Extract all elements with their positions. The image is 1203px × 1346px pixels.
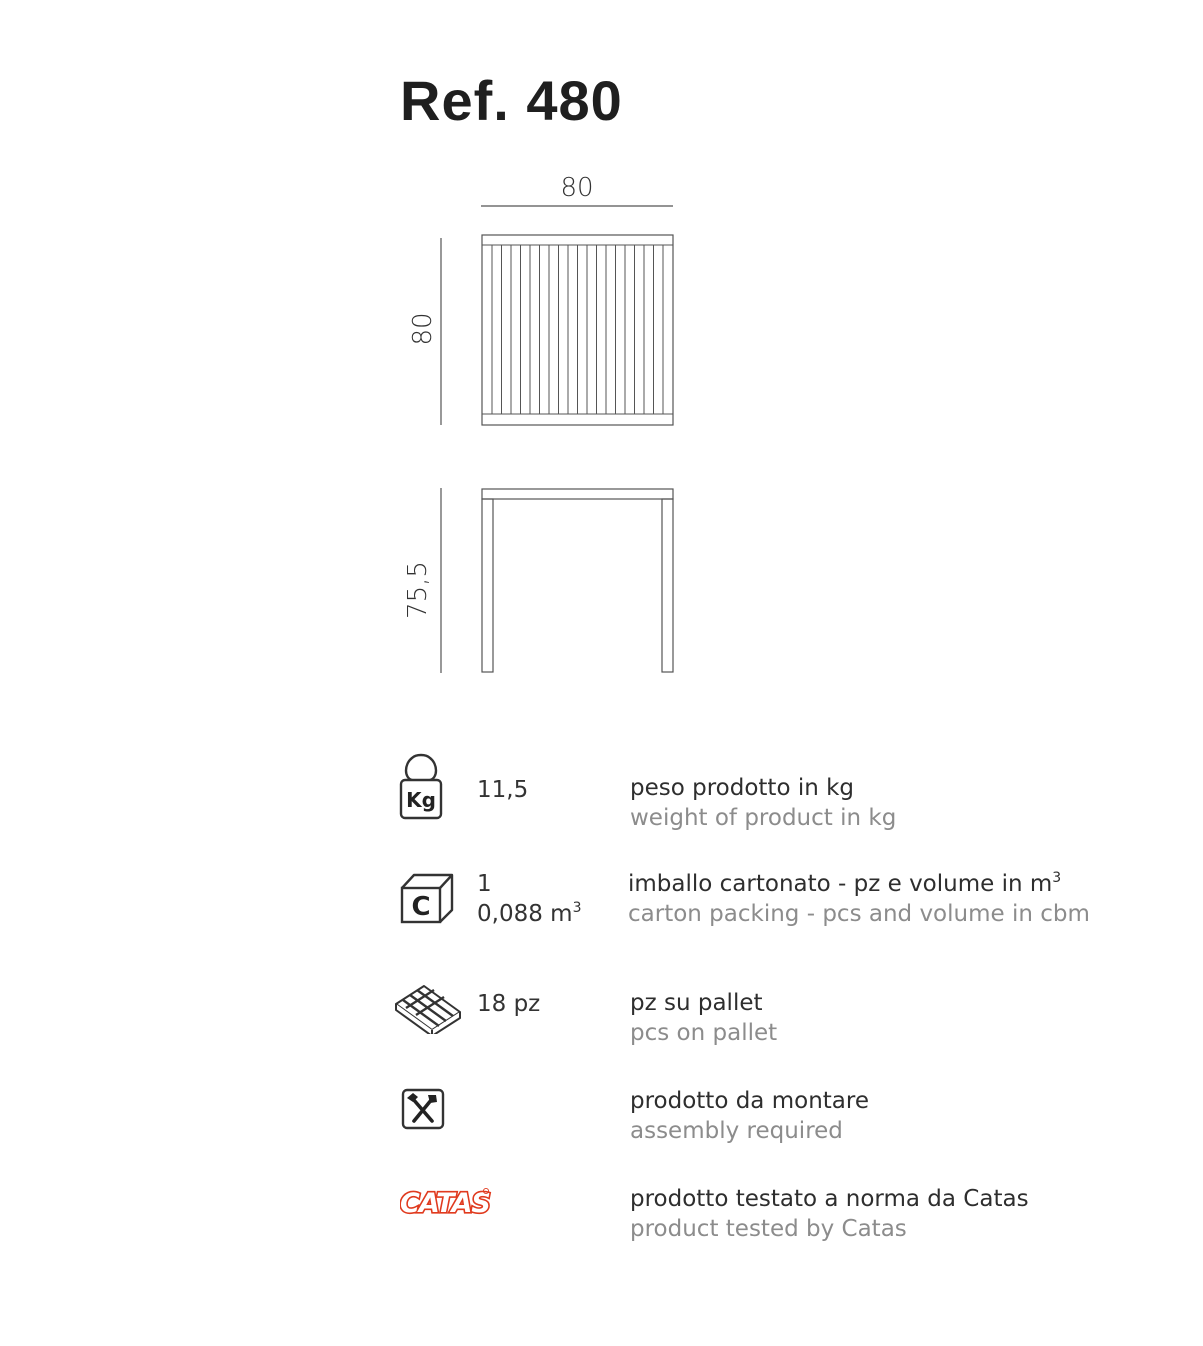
weight-value: 11,5 (477, 777, 529, 803)
carton-label-it: imballo cartonato - pz e volume in $m^3$ (628, 870, 1062, 897)
page-title: Ref. 480 (400, 69, 623, 132)
pallet-label-en: pcs on pallet (630, 1020, 778, 1046)
carton-pieces-value: 1 (477, 871, 492, 897)
top-width-dimension: 80 (560, 173, 594, 203)
weight-label-it: peso prodotto in kg (630, 775, 855, 801)
weight-icon-label: Kg (406, 788, 436, 812)
carton-box-icon (399, 872, 455, 924)
table-side-view (482, 489, 673, 672)
catas-logo-text: CATAS (400, 1188, 490, 1218)
weight-kg-icon (398, 752, 444, 822)
table-top-view (482, 235, 673, 425)
carton-label-en: carton packing - pcs and volume in cbm (628, 901, 1090, 927)
height-dimension: 75,5 (403, 561, 433, 619)
carton-volume-value: 0,088 $m^3$ (477, 900, 582, 927)
pallet-label-it: pz su pallet (630, 990, 763, 1016)
catas-label-en: product tested by Catas (630, 1216, 907, 1242)
carton-icon-label: C (411, 892, 431, 922)
top-depth-dimension: 80 (408, 312, 438, 346)
pallet-icon (394, 982, 462, 1034)
assembly-label-it: prodotto da montare (630, 1088, 869, 1114)
weight-label-en: weight of product in kg (630, 805, 897, 831)
assembly-label-en: assembly required (630, 1118, 843, 1144)
catas-logo (400, 1186, 492, 1218)
pallet-value: 18 pz (477, 991, 541, 1017)
assembly-tools-icon (401, 1088, 445, 1130)
catas-label-it: prodotto testato a norma da Catas (630, 1186, 1029, 1212)
